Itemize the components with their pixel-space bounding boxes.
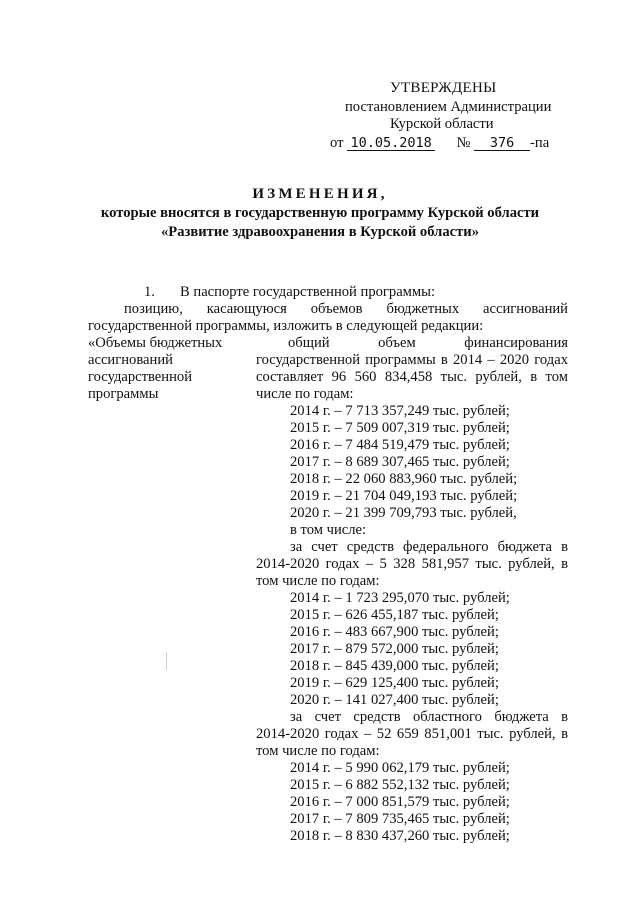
item-number: 1. [144,284,155,300]
total-line-2: государственной программы в 2014 – 2020 годах [256,352,568,368]
position-line-2: государственной программы, изложить в следующей редакции: [88,318,484,334]
federal-line-2: 2014-2020 годах – 5 328 581,957 тыс. рублей, в [256,556,568,572]
federal-line-3: том числе по годам: [256,573,380,589]
total-line-1: общий объем финансирования [288,335,568,351]
decree-date: 10.05.2018 [347,136,435,151]
left-line-1: «Объемы бюджетных [88,335,223,351]
passport-left-column [88,335,248,403]
total-year-2017: 2017 г. – 8 689 307,465 тыс. рублей; [290,454,510,470]
federal-year-2015: 2015 г. – 626 455,187 тыс. рублей; [290,607,499,623]
total-year-2014: 2014 г. – 7 713 357,249 тыс. рублей; [290,403,510,419]
regional-year-2017: 2017 г. – 7 809 735,465 тыс. рублей; [290,811,510,827]
federal-year-2019: 2019 г. – 629 125,400 тыс. рублей; [290,675,499,691]
total-year-2015: 2015 г. – 7 509 007,319 тыс. рублей; [290,420,510,436]
left-line-4: программы [88,386,159,402]
title-line-3: «Развитие здравоохранения в Курской области» [160,224,479,240]
approval-line-2: постановлением Администрации [345,99,552,115]
left-line-3: государственной [88,369,193,385]
passport-right-column [256,335,568,845]
federal-year-2016: 2016 г. – 483 667,900 тыс. рублей; [290,624,499,640]
regional-year-2016: 2016 г. – 7 000 851,579 тыс. рублей; [290,794,510,810]
including-label: в том числе: [290,522,367,538]
approval-heading: УТВЕРЖДЕНЫ [390,80,497,96]
federal-year-2020: 2020 г. – 141 027,400 тыс. рублей; [290,692,499,708]
margin-mark [166,652,167,670]
title-line-2: которые вносятся в государственную программу Курской области [100,205,540,221]
total-line-3: составляет 96 560 834,458 тыс. рублей, в том [256,369,568,385]
regional-line-3: том числе по годам: [256,743,380,759]
regional-line-2: 2014-2020 годах – 52 659 851,001 тыс. рублей, в [256,726,568,742]
number-label: № [456,135,471,151]
decree-number: 376 [474,136,530,151]
federal-year-2017: 2017 г. – 879 572,000 тыс. рублей; [290,641,499,657]
regional-year-2018: 2018 г. – 8 830 437,260 тыс. рублей; [290,828,510,844]
federal-line-1: за счет средств федерального бюджета в [290,539,568,555]
federal-year-2018: 2018 г. – 845 439,000 тыс. рублей; [290,658,499,674]
total-year-2016: 2016 г. – 7 484 519,479 тыс. рублей; [290,437,510,453]
approval-line-3: Курской области [390,116,494,132]
total-year-2019: 2019 г. – 21 704 049,193 тыс. рублей; [290,488,518,504]
number-suffix: -па [530,135,550,151]
total-year-2018: 2018 г. – 22 060 883,960 тыс. рублей; [290,471,518,487]
title-line-1: ИЗМЕНЕНИЯ, [252,186,388,202]
item-text: В паспорте государственной программы: [180,284,436,300]
federal-year-2014: 2014 г. – 1 723 295,070 тыс. рублей; [290,590,510,606]
position-line-1: позицию, касающуюся объемов бюджетных ассигнований [124,301,568,317]
regional-year-2014: 2014 г. – 5 990 062,179 тыс. рублей; [290,760,510,776]
total-line-4: числе по годам: [256,386,354,402]
regional-line-1: за счет средств областного бюджета в [290,709,568,725]
item-1-line [88,284,568,301]
approval-date-line [330,135,549,152]
regional-year-2015: 2015 г. – 6 882 552,132 тыс. рублей; [290,777,510,793]
from-label: от [330,135,344,151]
left-line-2: ассигнований [88,352,173,368]
total-year-2020: 2020 г. – 21 399 709,793 тыс. рублей, [290,505,517,521]
document-title [0,186,640,243]
